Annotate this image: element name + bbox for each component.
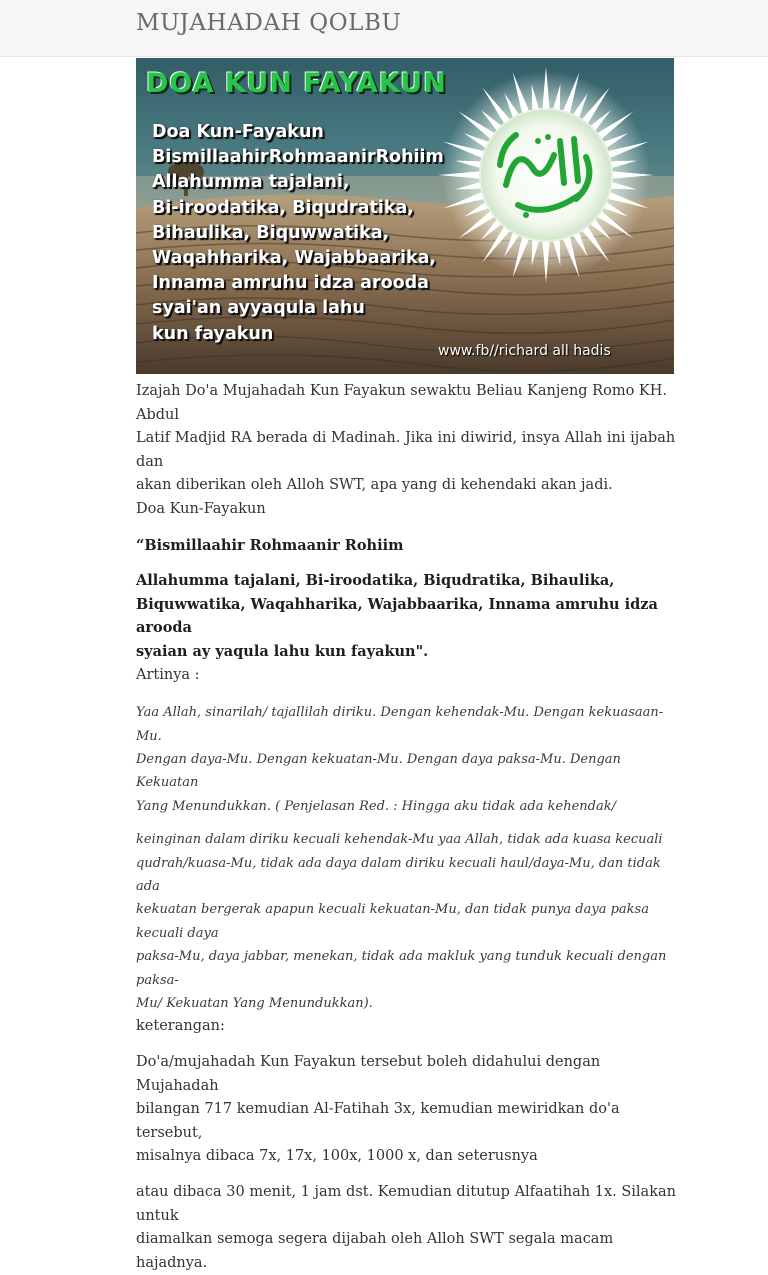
hero-line: Bihaulika, Biquwwatika, bbox=[152, 222, 390, 243]
intro-line: Izajah Do'a Mujahadah Kun Fayakun sewaktu Beliau Kanjeng Romo KH. Abdul bbox=[136, 383, 667, 423]
hero-prayer-text bbox=[152, 120, 512, 347]
translation-line: keinginan dalam diriku kecuali kehendak-Mu yaa Allah, tidak ada kuasa kecuali bbox=[136, 832, 663, 848]
keterangan-label: keterangan: bbox=[136, 1018, 225, 1035]
note-line: bilangan 717 kemudian Al-Fatihah 3x, kemudian mewiridkan do'a tersebut, bbox=[136, 1101, 620, 1141]
note-line: atau dibaca 30 menit, 1 jam dst. Kemudian ditutup Alfaatihah 1x. Silakan untuk bbox=[136, 1183, 676, 1224]
hero-title: DOA KUN FAYAKUN bbox=[146, 68, 447, 99]
hero-credit-text: www.fb//richard all hadis bbox=[438, 343, 611, 359]
site-title-link[interactable]: MUJAHADAH QOLBU bbox=[136, 10, 402, 36]
translation-line: qudrah/kuasa-Mu, tidak ada daya dalam diriku kecuali haul/daya-Mu, dan tidak ada bbox=[136, 855, 661, 894]
prayer-line: syaian ay yaqula lahu kun fayakun". bbox=[136, 642, 429, 660]
article-body bbox=[136, 380, 676, 1275]
hero-line: kun fayakun bbox=[152, 323, 274, 344]
note-line: Do'a/mujahadah Kun Fayakun tersebut boleh didahului dengan Mujahadah bbox=[136, 1054, 601, 1094]
doa-title: Doa Kun-Fayakun bbox=[136, 500, 266, 517]
translation-line: Dengan daya-Mu. Dengan kekuatan-Mu. Dengan daya paksa-Mu. Dengan Kekuatan bbox=[136, 751, 621, 791]
artinya-label: Artinya : bbox=[136, 666, 200, 683]
translation-line: Mu/ Kekuatan Yang Menundukkan). bbox=[136, 996, 373, 1011]
translation-line: Yang Menundukkan. ( Penjelasan Red. : Hingga aku tidak ada kehendak/ bbox=[136, 798, 616, 814]
prayer-line: Allahumma tajalani, Bi-iroodatika, Biqudratika, Bihaulika, bbox=[136, 572, 615, 590]
note-line: misalnya dibaca 7x, 17x, 100x, 1000 x, dan seterusnya bbox=[136, 1148, 538, 1165]
hero-line: BismillaahirRohmaanirRohiim bbox=[152, 147, 444, 168]
hero-image bbox=[136, 58, 674, 374]
hero-line: Innama amruhu idza arooda bbox=[152, 273, 429, 294]
intro-line: Latif Madjid RA berada di Madinah. Jika ini diwirid, insya Allah ini ijabah dan bbox=[136, 430, 676, 470]
translation-line: paksa-Mu, daya jabbar, menekan, tidak ada makluk yang tunduk kecuali dengan paksa- bbox=[136, 949, 667, 988]
prayer-line: Biquwwatika, Waqahharika, Wajabbaarika, Innama amruhu idza arooda bbox=[136, 595, 658, 637]
translation-line: Yaa Allah, sinarilah/ tajallilah diriku. Dengan kehendak-Mu. Dengan kekuasaan-Mu. bbox=[136, 705, 664, 744]
hero-line: Bi-iroodatika, Biqudratika, bbox=[152, 197, 414, 218]
bismillah-line: “Bismillaahir Rohmaanir Rohiim bbox=[136, 536, 404, 554]
hero-line: Allahumma tajalani, bbox=[152, 172, 350, 193]
site-header bbox=[0, 0, 768, 57]
hero-line: syai'an ayyaqula lahu bbox=[152, 298, 365, 319]
note-line: diamalkan semoga segera dijabah oleh Alloh SWT segala macam hajadnya. bbox=[136, 1231, 614, 1271]
intro-line: akan diberikan oleh Alloh SWT, apa yang di kehendaki akan jadi. bbox=[136, 477, 613, 494]
translation-line: kekuatan bergerak apapun kecuali kekuatan-Mu, dan tidak punya daya paksa kecuali daya bbox=[136, 902, 649, 941]
hero-line: Waqahharika, Wajabbaarika, bbox=[152, 248, 437, 269]
hero-line: Doa Kun-Fayakun bbox=[152, 122, 324, 142]
